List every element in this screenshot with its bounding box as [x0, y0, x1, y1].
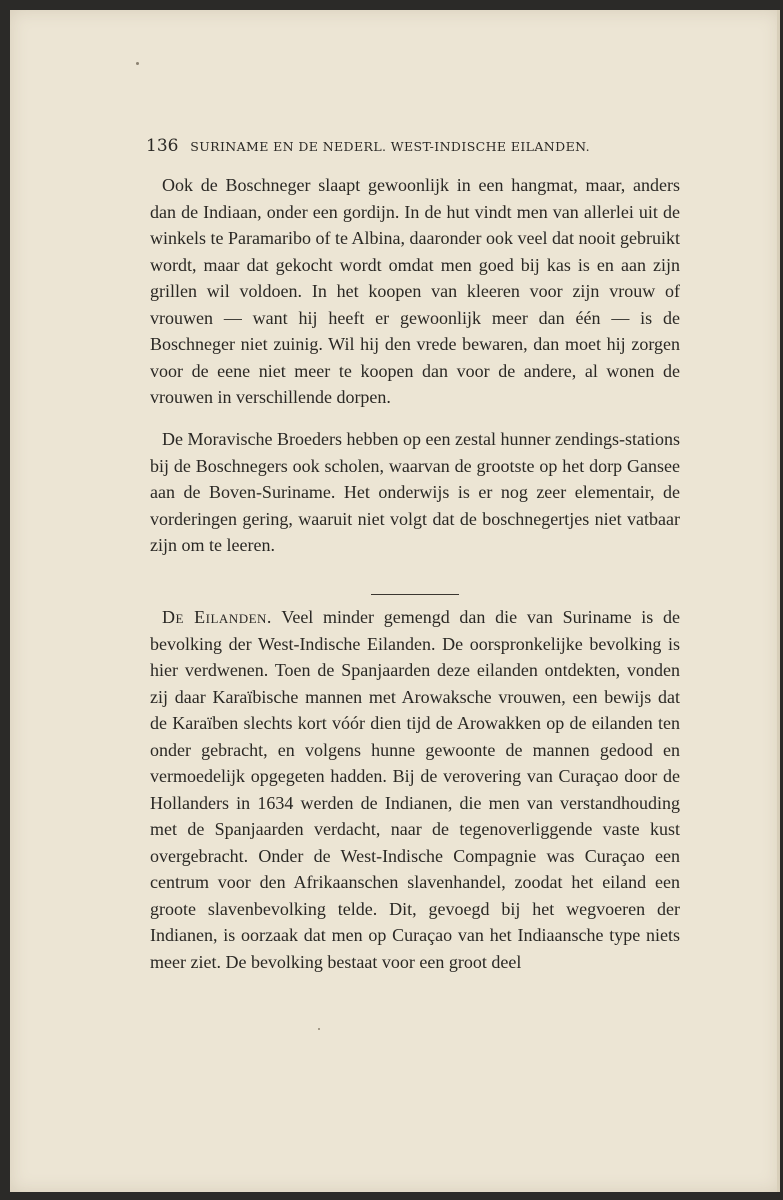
running-header — [146, 136, 666, 156]
paragraph-1 — [150, 172, 680, 411]
paper-speck — [136, 62, 139, 65]
paragraph-2 — [150, 426, 680, 559]
body-paragraph: Ook de Boschneger slaapt gewoonlijk in een hangmat, maar, anders dan de Indiaan, onder een gordijn. In de hut vindt men van allerlei uit de winkels te Paramaribo of te Albina, daaronder ook veel dat nooit gebruikt wordt, maar dat gekocht wordt omdat men goed bij kas is en aan zijn grillen wil voldoen. In het koopen van kleeren voor zijn vrouw of vrouwen — want hij heeft er gewoonlijk meer dan één — is de Boschneger niet zuinig. Wil hij den vrede bewaren, dan moet hij zorgen voor de eene niet meer te koopen dan voor de andere, al wonen de vrouwen in verschillende dorpen. — [150, 175, 680, 407]
section-divider — [371, 594, 459, 595]
section-eilanden — [150, 604, 680, 975]
section-paragraph — [150, 604, 680, 975]
running-title: SURINAME EN DE NEDERL. WEST-INDISCHE EILANDEN. — [190, 139, 591, 154]
paper-speck — [318, 1028, 320, 1030]
body-paragraph: De Moravische Broeders hebben op een zestal hunner zendings-stations bij de Boschnegers ook scholen, waarvan de grootste op het dorp Gansee aan de Boven-Suriname. Het onderwijs is er nog zeer elementair, de vorderingen gering, waaruit niet volgt dat de boschnegertjes niet vatbaar zijn om te leeren. — [150, 429, 680, 555]
section-text: Veel minder gemengd dan die van Suriname is de bevolking der West-Indische Eilanden. De oorspronkelijke bevolking is hier verdwenen. Toen de Spanjaarden deze eilanden ontdekten, vonden zij daar Karaïbische mannen met Arowaksche vrouwen, een bewijs dat de Karaïben slechts kort vóór dien tijd de Arowakken op de eilanden ten onder gebracht, en volgens hunne gewoonte de mannen gedood en vermoedelijk opgegeten hadden. Bij de verovering van Curaçao door de Hollanders in 1634 werden de Indianen, die men van verstandhouding met de Spanjaarden verdacht, naar de tegenoverliggende vaste kust overgebracht. Onder de West-Indische Compagnie was Curaçao een centrum voor den Afrikaanschen slavenhandel, zoodat het eiland een groote slavenbevolking telde. Dit, gevoegd bij het wegvoeren der Indianen, is oorzaak dat men op Curaçao van het Indiaansche type niets meer ziet. De bevolking bestaat voor een groot deel — [150, 607, 680, 972]
section-heading: De Eilanden. — [162, 607, 272, 627]
page-edge — [777, 10, 780, 1192]
page-number: 136 — [146, 136, 179, 156]
